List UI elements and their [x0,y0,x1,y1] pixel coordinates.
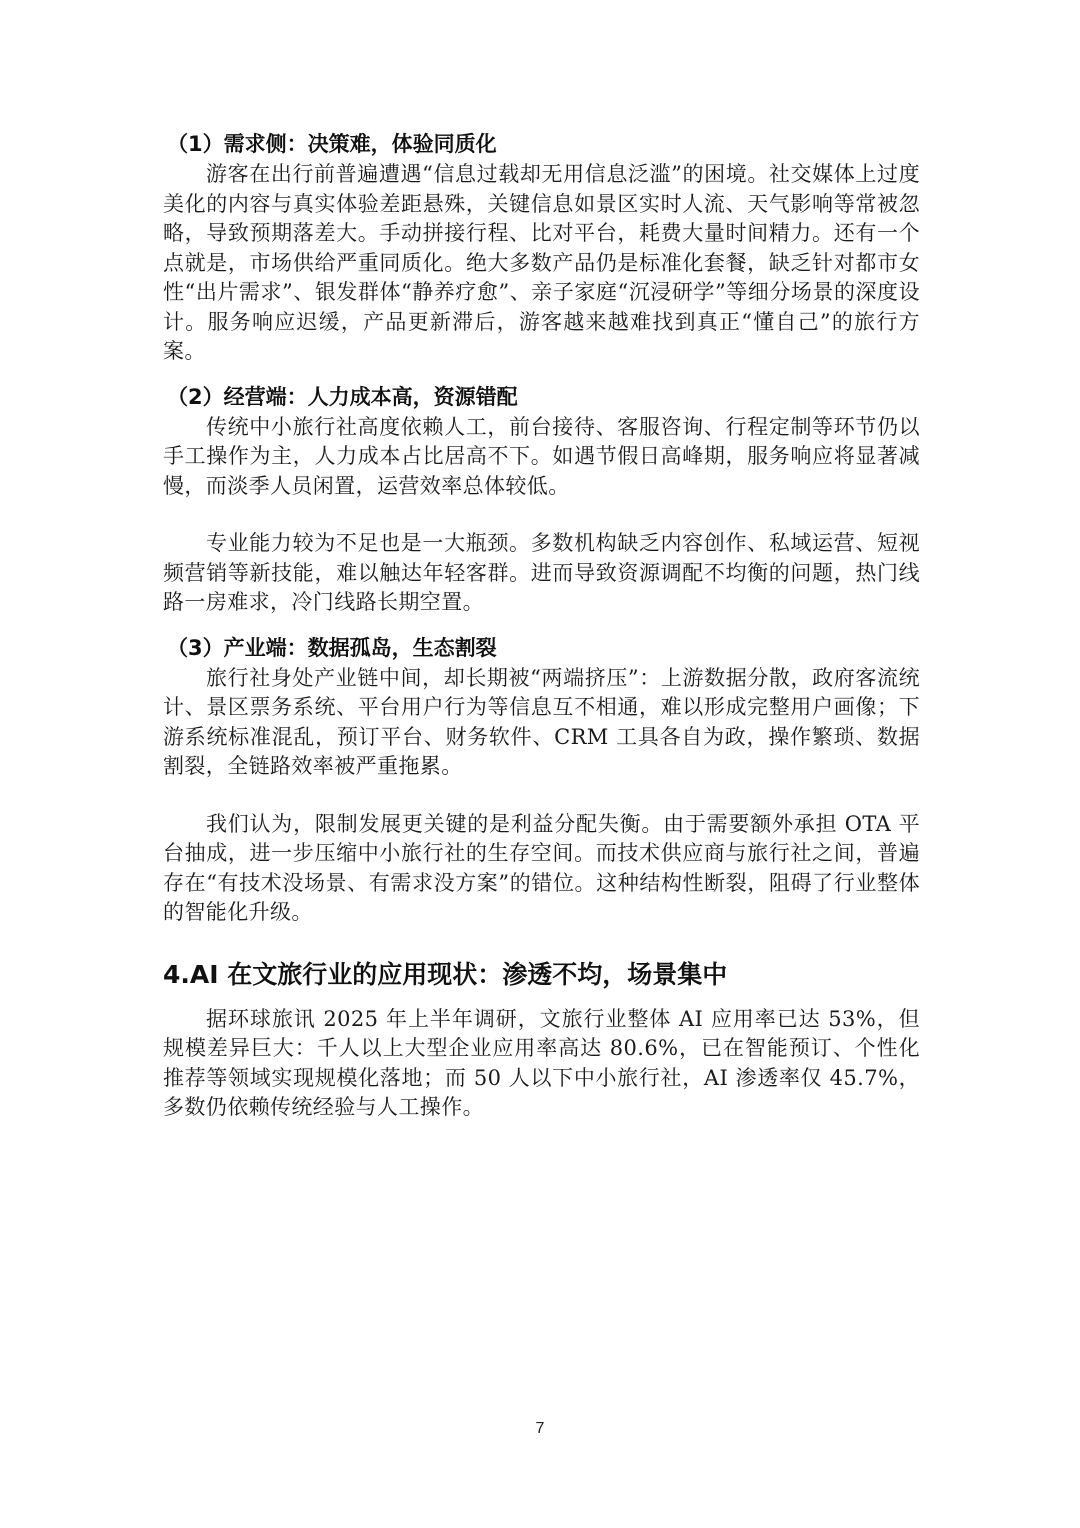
section-heading-operations: （2）经营端：人力成本高，资源错配 [167,384,518,409]
paragraph-operations-1: 传统中小旅行社高度依赖人工，前台接待、客服咨询、行程定制等环节仍以手工操作为主，人力成本占比居高不下。如遇节假日高峰期，服务响应将显著减慢，而淡季人员闲置，运营效率总体较低。 [163,414,920,498]
paragraph-demand: 游客在出行前普遍遭遇“信息过载却无用信息泛滥”的困境。社交媒体上过度美化的内容与真实体验差距悬殊，关键信息如景区实时人流、天气影响等常被忽略，导致预期落差大。手动拼接行程、比对平台，耗费大量时间精力。还有一个点就是，市场供给严重同质化。绝大多数产品仍是标准化套餐，缺乏针对都市女性“出片需求”、银发群体“静养疗愈”、亲子家庭“沉浸研学”等细分场景的深度设计。服务响应迟缓，产品更新滞后，游客越来越难找到真正“懂自己”的旅行方案。 [163,162,920,363]
section-heading-industry: （3）产业端：数据孤岛，生态割裂 [167,635,497,660]
spacer [163,618,920,632]
chapter-heading: 4.AI 在文旅行业的应用现状：渗透不均，场景集中 [163,959,728,989]
page-number: 7 [535,1420,545,1437]
spacer [163,501,920,529]
page-content [163,128,920,1123]
paragraph-industry-1: 旅行社身处产业链中间，却长期被“两端挤压”：上游数据分散，政府客流统计、景区票务系统、平台用户行为等信息互不相通，难以形成完整用户画像；下游系统标准混乱，预订平台、财务软件、CRM 工具各自为政，操作繁琐、数据割裂，全链路效率被严重拖累。 [163,665,920,778]
paragraph-industry-2: 我们认为，限制发展更关键的是利益分配失衡。由于需要额外承担 OTA 平台抽成，进一步压缩中小旅行社的生存空间。而技术供应商与旅行社之间，普遍存在“有技术没场景、有需求没方案”的错位。这种结构性断裂，阻碍了行业整体的智能化升级。 [163,811,920,924]
spacer [163,994,920,1005]
spacer [163,367,920,381]
spacer [163,782,920,810]
paragraph-operations-2: 专业能力较为不足也是一大瓶颈。多数机构缺乏内容创作、私域运营、短视频营销等新技能，难以触达年轻客群。进而导致资源调配不均衡的问题，热门线路一房难求，冷门线路长期空置。 [163,531,920,614]
section-heading-demand: （1）需求侧：决策难，体验同质化 [167,132,497,156]
paragraph-chapter: 据环球旅讯 2025 年上半年调研，文旅行业整体 AI 应用率已达 53%，但规模差异巨大：千人以上大型企业应用率高达 80.6%，已在智能预订、个性化推荐等领域实现规模化落地；而 50 人以下中小旅行社，AI 渗透率仅 45.7%，多数仍依赖传统经验与人工操作。 [163,1006,920,1119]
spacer [163,928,920,956]
